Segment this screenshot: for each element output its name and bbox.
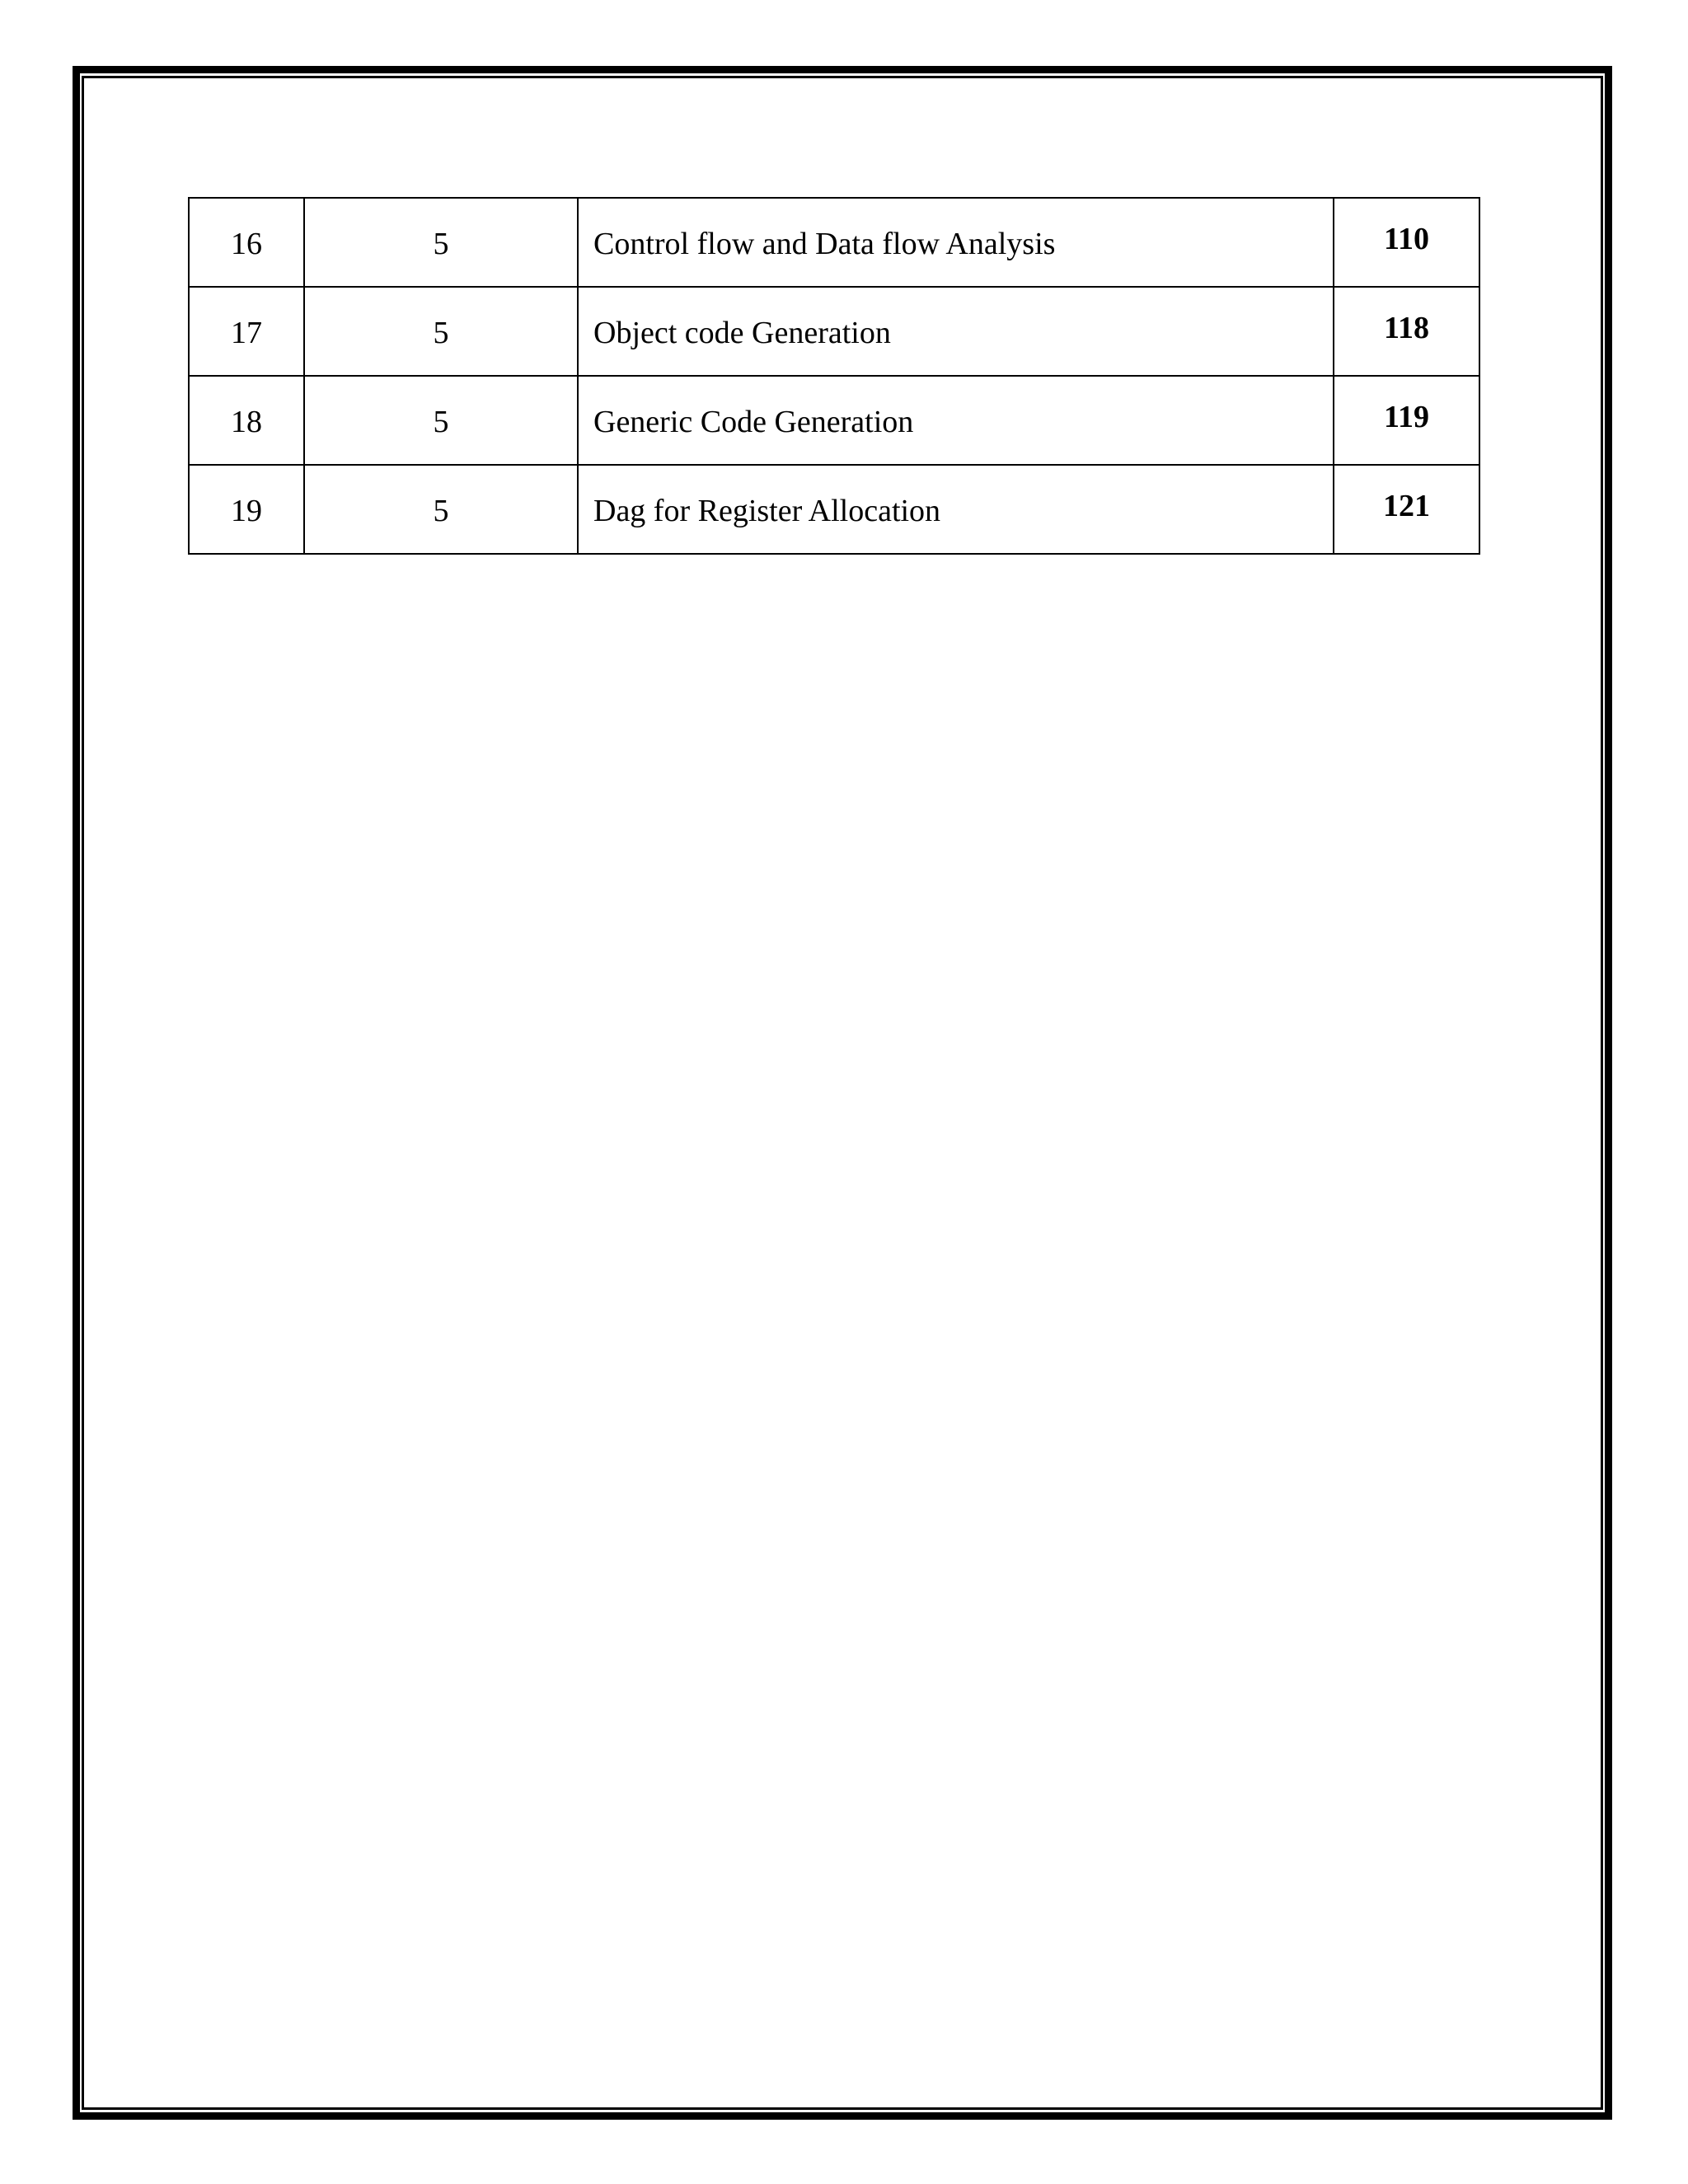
table-row (189, 465, 1479, 554)
unit-cell: 5 (304, 465, 578, 554)
table-row (189, 198, 1479, 287)
topic-title-cell: Control flow and Data flow Analysis (578, 198, 1334, 287)
unit-cell: 5 (304, 287, 578, 376)
topic-title-cell: Object code Generation (578, 287, 1334, 376)
unit-cell: 5 (304, 198, 578, 287)
topic-title-cell: Dag for Register Allocation (578, 465, 1334, 554)
page-number-cell: 110 (1334, 198, 1479, 287)
page-number-cell: 119 (1334, 376, 1479, 465)
page-number-cell: 121 (1334, 465, 1479, 554)
unit-cell: 5 (304, 376, 578, 465)
serial-number-cell: 16 (189, 198, 304, 287)
table-row (189, 376, 1479, 465)
serial-number-cell: 19 (189, 465, 304, 554)
contents-table (188, 197, 1480, 555)
serial-number-cell: 18 (189, 376, 304, 465)
table-row (189, 287, 1479, 376)
topic-title-cell: Generic Code Generation (578, 376, 1334, 465)
serial-number-cell: 17 (189, 287, 304, 376)
page-number-cell: 118 (1334, 287, 1479, 376)
